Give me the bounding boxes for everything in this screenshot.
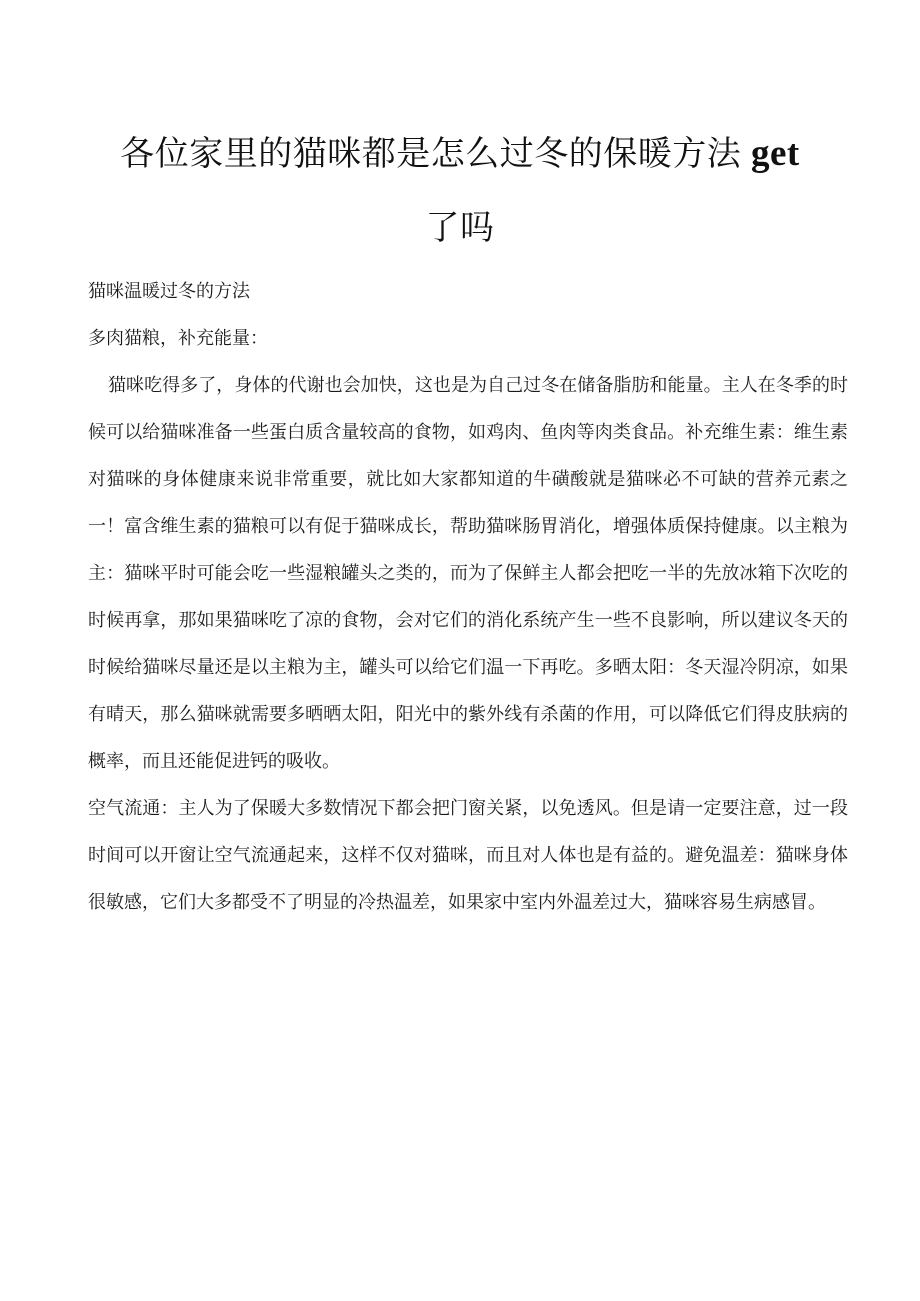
document-title-line-1 — [100, 133, 820, 174]
body-paragraph: 猫咪吃得多了，身体的代谢也会加快，这也是为自己过冬在储备脂肪和能量。主人在冬季的时候可以给猫咪准备一些蛋白质含量较高的食物，如鸡肉、鱼肉等肉类食品。补充维生素：维生素对猫咪的身体健康来说非常重要，就比如大家都知道的牛磺酸就是猫咪必不可缺的营养元素之一！富含维生素的猫粮可以有促于猫咪成长，帮助猫咪肠胃消化，增强体质保持健康。以主粮为主：猫咪平时可能会吃一些湿粮罐头之类的，而为了保鲜主人都会把吃一半的先放冰箱下次吃的时候再拿，那如果猫咪吃了凉的食物，会对它们的消化系统产生一些不良影响，所以建议冬天的时候给猫咪尽量还是以主粮为主，罐头可以给它们温一下再吃。多晒太阳：冬天湿冷阴凉，如果有晴天，那么猫咪就需要多晒晒太阳，阳光中的紫外线有杀菌的作用，可以降低它们得皮肤病的概率，而且还能促进钙的吸收。 — [88, 375, 848, 772]
title-chinese-text: 各位家里的猫咪都是怎么过冬的保暖方法 — [120, 134, 742, 174]
section-heading: 猫咪温暖过冬的方法 — [88, 281, 250, 302]
body-paragraph: 空气流通：主人为了保暖大多数情况下都会把门窗关紧，以免透风。但是请一定要注意，过一段时间可以开窗让空气流通起来，这样不仅对猫咪，而且对人体也是有益的。避免温差：猫咪身体很敏感，它们大多都受不了明显的冷热温差，如果家中室内外温差过大，猫咪容易生病感冒。 — [88, 798, 848, 913]
title-latin-text: get — [741, 133, 800, 174]
document-title-line-2: 了吗 — [425, 208, 495, 248]
subsection-heading: 多肉猫粮，补充能量： — [88, 328, 268, 349]
document-body — [88, 268, 848, 926]
